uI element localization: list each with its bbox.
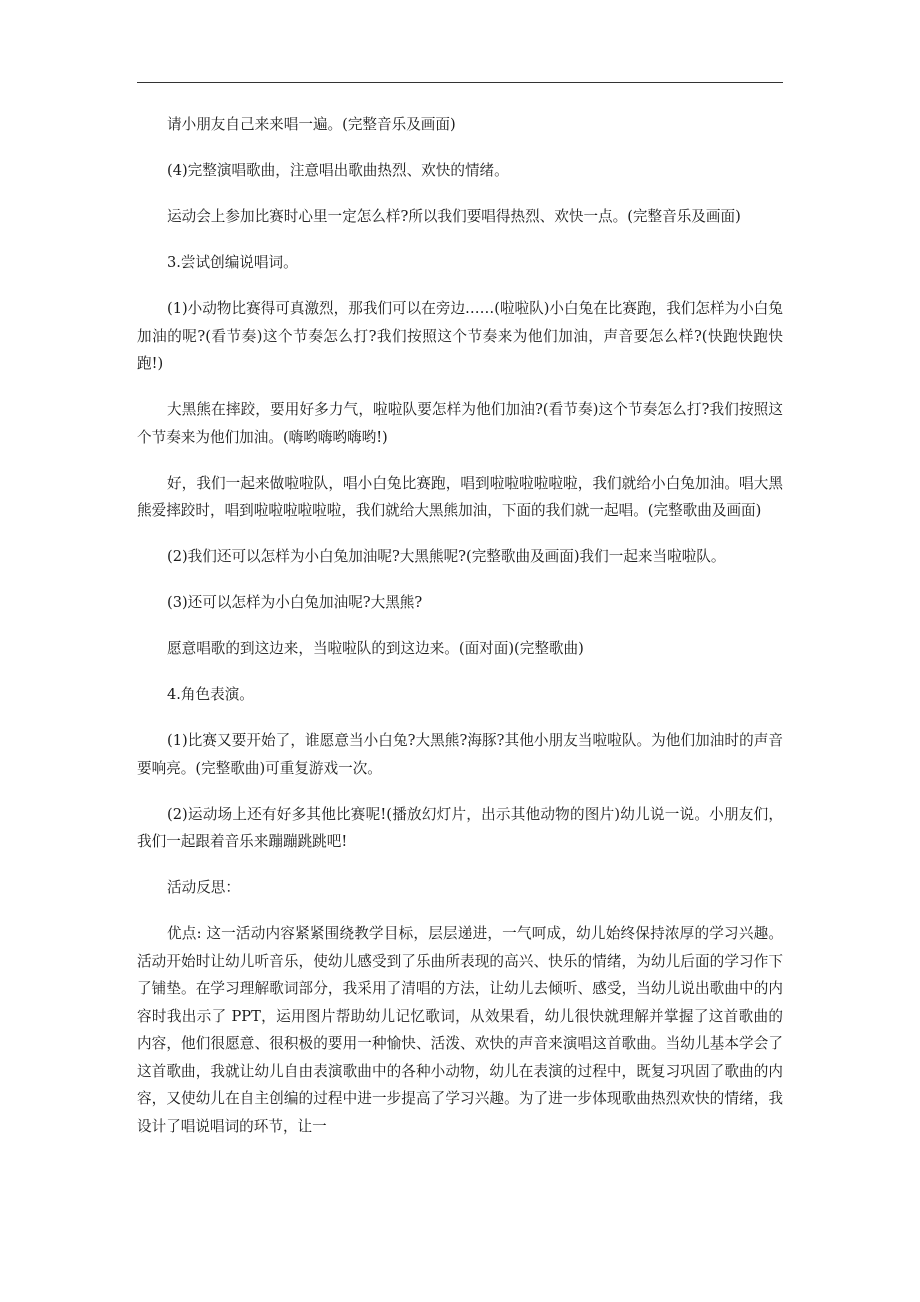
document-body <box>137 111 783 1159</box>
paragraph: 好，我们一起来做啦啦队，唱小白兔比赛跑，唱到啦啦啦啦啦啦，我们就给小白兔加油。唱大黑熊爱摔跤时，唱到啦啦啦啦啦啦，我们就给大黑熊加油，下面的我们就一起唱。(完整歌曲及画面) <box>137 474 783 519</box>
paragraph: (3)还可以怎样为小白兔加油呢?大黑熊? <box>167 594 423 611</box>
paragraph: 愿意唱歌的到这边来，当啦啦队的到这边来。(面对面)(完整歌曲) <box>167 640 584 657</box>
paragraph: 请小朋友自己来来唱一遍。(完整音乐及画面) <box>167 116 456 133</box>
paragraph: (1)小动物比赛得可真激烈，那我们可以在旁边……(啦啦队)小白兔在比赛跑，我们怎样为小白兔加油的呢?(看节奏)这个节奏怎么打?我们按照这个节奏来为他们加油，声音要怎么样?(快跑快跑快跑!) <box>137 300 783 372</box>
paragraph: (2)我们还可以怎样为小白兔加油呢?大黑熊呢?(完整歌曲及画面)我们一起来当啦啦队。 <box>167 548 726 565</box>
section-heading: 活动反思： <box>167 879 240 896</box>
paragraph: 大黑熊在摔跤，要用好多力气，啦啦队要怎样为他们加油?(看节奏)这个节奏怎么打?我们按照这个节奏来为他们加油。(嗨哟嗨哟嗨哟!) <box>137 401 783 446</box>
paragraph: (1)比赛又要开始了，谁愿意当小白兔?大黑熊?海豚?其他小朋友当啦啦队。为他们加油时的声音要响亮。(完整歌曲)可重复游戏一次。 <box>137 732 783 777</box>
paragraph: 优点: 这一活动内容紧紧围绕教学目标，层层递进，一气呵成，幼儿始终保持浓厚的学习兴趣。活动开始时让幼儿听音乐，使幼儿感受到了乐曲所表现的高兴、快乐的情绪，为幼儿后面的学习作下了铺垫。在学习理解歌词部分，我采用了清唱的方法，让幼儿去倾听、感受，当幼儿说出歌曲中的内容时我出示了 PPT，运用图片帮助幼儿记忆歌词，从效果看，幼儿很快就理解并掌握了这首歌曲的内容，他们很愿意、很积极的要用一种愉快、活泼、欢快的声音来演唱这首歌曲。当幼儿基本学会了这首歌曲，我就让幼儿自由表演歌曲中的各种小动物，幼儿在表演的过程中，既复习巩固了歌曲的内容，又使幼儿在自主创编的过程中进一步提高了学习兴趣。为了进一步体现歌曲热烈欢快的情绪，我设计了唱说唱词的环节，让一 <box>137 925 783 1135</box>
paragraph: (4)完整演唱歌曲，注意唱出歌曲热烈、欢快的情绪。 <box>167 162 509 179</box>
paragraph: 运动会上参加比赛时心里一定怎么样?所以我们要唱得热烈、欢快一点。(完整音乐及画面) <box>167 208 741 225</box>
section-heading: 4.角色表演。 <box>167 686 254 703</box>
header-rule <box>137 82 783 83</box>
paragraph: (2)运动场上还有好多其他比赛呢!(播放幻灯片，出示其他动物的图片)幼儿说一说。小朋友们，我们一起跟着音乐来蹦蹦跳跳吧! <box>137 805 783 850</box>
section-heading: 3.尝试创编说唱词。 <box>167 254 298 271</box>
